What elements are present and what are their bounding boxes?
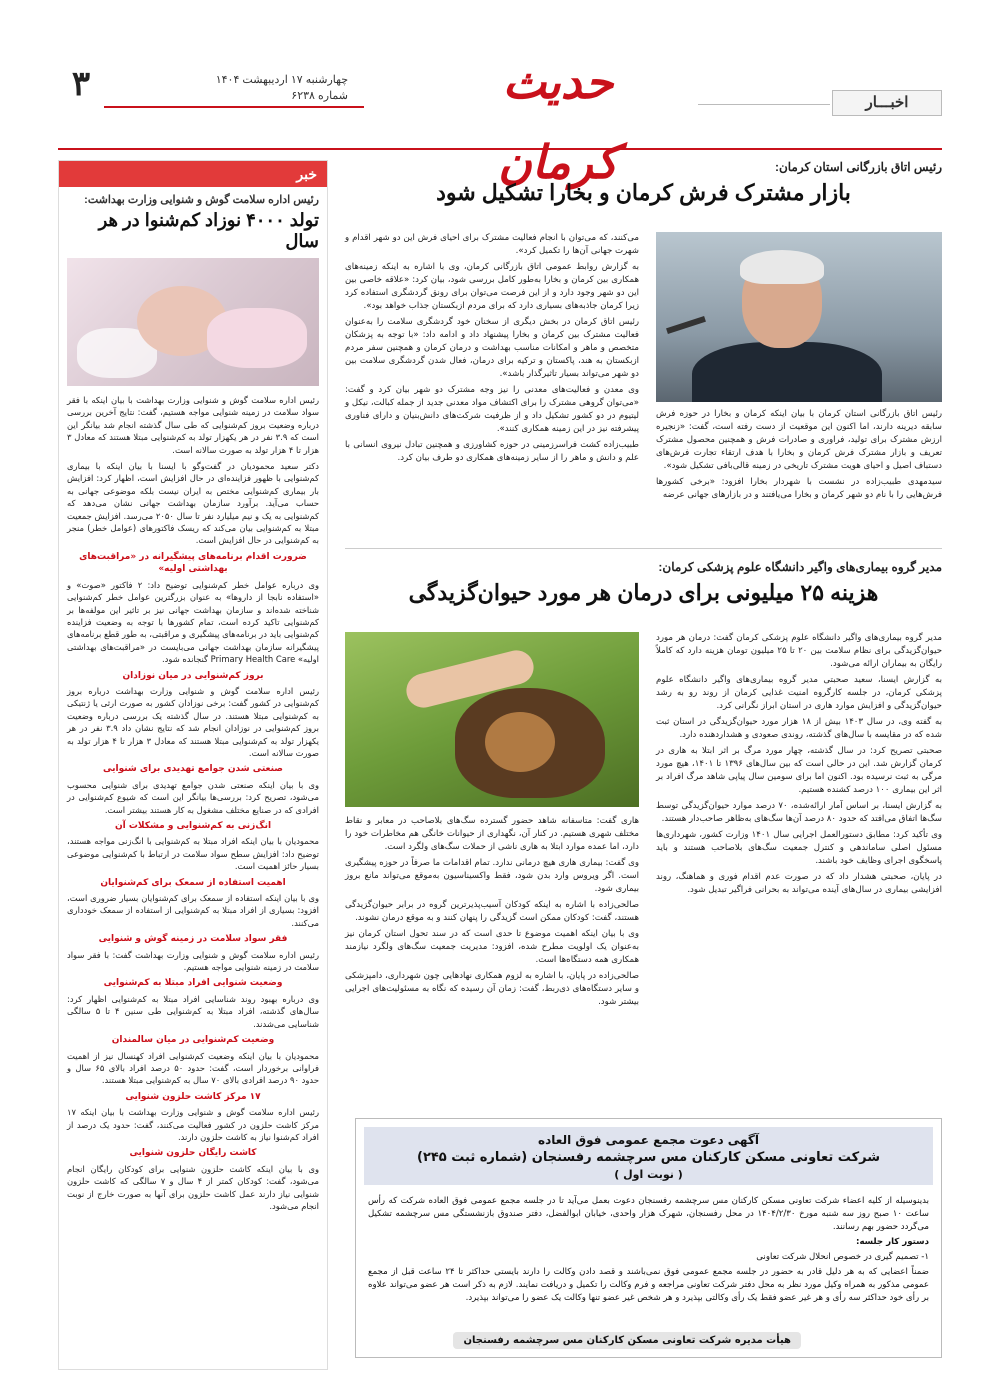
news-paragraph: وی با بیان اینکه کاشت حلزون شنوایی برای کودکان رایگان انجام می‌شود، گفت: کودکان کمتر از ۴ سال و ۷ سالگی که کاشت حلزون شنوایی نیاز دارند عمل کاشت حلزون برای آنها به صورت خارج از نوبت انجام می‌شود. bbox=[67, 1163, 319, 1211]
ad-round: ( نوبت اول ) bbox=[614, 1168, 683, 1181]
photo-hair bbox=[740, 250, 824, 284]
news-paragraph: وی با بیان اینکه صنعتی شدن جوامع تهدیدی برای شنوایی محسوب می‌شود، تصریح کرد: بررسی‌ها بیانگر این است که شیوع کم‌شنوایی در افرادی که در صنایع مختلف مشغول به کار هستند بیشتر است. bbox=[67, 779, 319, 815]
news-column bbox=[58, 160, 328, 1370]
assembly-notice-ad bbox=[355, 1118, 942, 1358]
news-paragraph: دکتر سعید محمودیان در گفت‌وگو با ایسنا با بیان اینکه با بیماری کم‌شنوایی با ظهور فزاینده‌ای در حال افزایش است، اظهار کرد: افزایش بار بیماری کم‌شنوایی مختص به ایران نیست بلکه موضوعی جهانی به حساب می‌آید. برآورد سازمان بهداشت جهانی نشان می‌دهد که کم‌شنوایی به یک و نیم میلیارد نفر تا سال ۲۰۵۰ می‌رسد. افزایش جمعیت مبتلا به کم‌شنوایی بیان می‌کند که ریسک فاکتورهای (عوامل خطر) منجر به کم‌شنوایی در حال افزایش است. bbox=[67, 461, 319, 546]
news-subheading: ۱۷ مرکز کاشت حلزون شنوایی bbox=[125, 1091, 261, 1102]
news-title: تولد ۴۰۰۰ نوزاد کم‌شنوا در هر سال bbox=[98, 210, 319, 251]
article1-headline: بازار مشترک فرش کرمان و بخارا تشکیل شود bbox=[436, 180, 851, 205]
news-paragraph: رئیس اداره سلامت گوش و شنوایی وزارت بهداشت درباره بروز کم‌شنوایی در کشور گفت: برخی نوزادان کشور به صورت ارثی یا ژنتیکی به کم‌شنوایی مبتلا هستند. در سال گذشته یک بررسی درباره وضعیت بروز کم‌شنوایی در نوزادان انجام شد که نتایج نشان داد ۳.۹ نفر در هر یکهزار تولد به کم‌شنوایی مبتلا هستند که معادل ۳ هزار تا ۴ هزار تولد به صورت سالانه است. bbox=[67, 685, 320, 758]
article2-column-right bbox=[656, 632, 942, 900]
article1-kicker: رئیس اتاق بازرگانی استان کرمان: bbox=[774, 160, 942, 174]
news-subheading: وضعیت شنوایی افراد مبتلا به کم‌شنوایی bbox=[103, 978, 283, 989]
news-subheading: بروز کم‌شنوایی در میان نوزادان bbox=[122, 670, 264, 681]
article-carpet-market bbox=[345, 160, 942, 540]
issue-meta bbox=[108, 72, 348, 104]
article2-paragraph: به گفته وی، در سال ۱۴۰۳ بیش از ۱۸ هزار مورد حیوان‌گزیدگی در استان ثبت شده که در مقایسه با سال‌های گذشته، روندی صعودی و هشداردهنده دارد. bbox=[656, 717, 942, 740]
article2-paragraph: هاری گفت: متاسفانه شاهد حضور گسترده سگ‌های بلاصاحب در معابر و نقاط مختلف شهری هستیم. در کنار آن، نگهداری از حیوانات خانگی هم مخاطرات خود را دارد، اما عمده موارد ابتلا به هاری ناشی از حملات سگ‌های ولگرد است. bbox=[345, 816, 639, 852]
news-subheading: فقر سواد سلامت در زمینه گوش و شنوایی bbox=[98, 934, 288, 945]
article2-paragraph: صالحی‌زاده در پایان، با اشاره به لزوم همکاری نهادهایی چون شهرداری، دامپزشکی و سایر دستگاه‌های ذی‌ربط، گفت: زمان آن رسیده که نگاه به مسئولیت‌های اجرایی بیشتر شود. bbox=[345, 971, 639, 1007]
article1-column-left bbox=[345, 232, 639, 468]
news-subheading: انگ‌زنی به کم‌شنوایی و مشکلات آن bbox=[114, 821, 272, 831]
article2-paragraph: مدیر گروه بیماری‌های واگیر دانشگاه علوم پزشکی کرمان گفت: درمان هر مورد حیوان‌گزیدگی برای نظام سلامت بین ۲۰ تا ۲۵ میلیون تومان هزینه دارد که کاملاً رایگان به بیماران ارائه می‌شود. bbox=[656, 633, 943, 669]
news-kicker: رئیس اداره سلامت گوش و شنوایی وزارت بهداشت: bbox=[84, 194, 319, 206]
news-subheading: اهمیت استفاده از سمعک برای کم‌شنوایان bbox=[100, 877, 286, 888]
news-paragraph: رئیس اداره سلامت گوش و شنوایی وزارت بهداشت گفت: با فقر سواد سلامت در زمینه شنوایی مواجه هستیم. bbox=[67, 949, 319, 973]
header-rule-right bbox=[698, 104, 830, 105]
photo-microphone bbox=[666, 316, 706, 334]
article1-paragraph: وی معدن و فعالیت‌های معدنی را نیز وجه مشترک دو شهر بیان کرد و گفت: «می‌توان گروهی مشترک را برای اکتشاف مواد معدنی جدید از جمله کبالت، نیکل و لیتیوم در دو کشور تشکیل داد و از ظرفیت شرکت‌های دانش‌بنیان و دارای فناوری پیشرفته نیز در این زمینه همکاری کنند». bbox=[345, 385, 639, 434]
article1-paragraph: رئیس اتاق کرمان در بخش دیگری از سخنان خود گردشگری سلامت را به‌عنوان فعالیت مشترک بین کرمان و بخارا پیشنهاد داد و ادامه داد: «با توجه به پزشکان متخصص و ماهر و امکانات مناسب بهداشت و درمان کرمان و همچنین سفر مردم ازبکستان به هند، پاکستان و ترکیه برای درمان، فعال شدن گردشگری سلامت بین دو شهر می‌تواند بسیار تاثیرگذار باشد». bbox=[345, 317, 639, 379]
article-animal-bite bbox=[345, 560, 942, 1105]
ad-agenda-item: ۱- تصمیم گیری در خصوص انحلال شرکت تعاونی bbox=[756, 1252, 929, 1262]
article1-paragraph: رئیس اتاق بازرگانی استان کرمان با بیان اینکه کرمان و بخارا در حوزه فرش سابقه دیرینه دارند، اما اکنون این موقعیت از دست رفته است، گفت: «زنجیره ارزش مشترک برای تولید، فراوری و صادرات فرش و همچنین محصول مشترک تعریف و بازار مشترک فرش کرمان و بخارا با هدف ارتقاء تجارت فرش‌های دستباف اصیل و احیای هویت مشترک تاریخی در زمینه قالی‌بافی تشکیل شود». bbox=[656, 409, 942, 471]
article2-paragraph: وی با بیان اینکه اهمیت موضوع تا حدی است که در سند تحول استان کرمان نیز به‌عنوان یک اولویت مطرح شده، افزود: مدیریت جمعیت سگ‌های ولگرد نیازمند همکاری همه دستگاه‌ها است. bbox=[345, 929, 639, 965]
photo-baby-cloth bbox=[207, 308, 307, 368]
news-paragraph: رئیس اداره سلامت گوش و شنوایی وزارت بهداشت با بیان اینکه ۱۷ مرکز کاشت حلزون در کشور فعالیت می‌کنند، گفت: حدود یک درصد از افراد کم‌شنوا نیاز به کاشت حلزون دارند. bbox=[67, 1107, 319, 1142]
article2-paragraph: وی گفت: بیماری هاری هیچ درمانی ندارد. تمام اقدامات ما صرفاً در حوزه پیشگیری است. اگر ویروس وارد بدن شود، فقط واکسیناسیون به‌موقع می‌تواند مانع بروز بیماری شود. bbox=[345, 858, 639, 894]
section-label: اخبـــار bbox=[832, 90, 942, 116]
news-subheading: کاشت رایگان حلزون شنوایی bbox=[129, 1148, 257, 1159]
ad-agenda-title: دستور کار جلسه: bbox=[856, 1237, 929, 1247]
news-paragraph: محمودیان با بیان اینکه وضعیت کم‌شنوایی افراد کهنسال نیز از اهمیت فراوانی برخوردار است، گفت: حدود ۵۰ درصد افراد بالای ۶۵ سال و حدود ۹۰ درصد افرادی بالای ۷۰ سال به کم‌شنوایی مبتلا هستند. bbox=[67, 1050, 320, 1086]
ad-title: آگهی دعوت مجمع عمومی فوق العاده bbox=[538, 1133, 759, 1147]
article2-headline: هزینه ۲۵ میلیونی برای درمان هر مورد حیوان‌گزیدگی bbox=[408, 580, 879, 605]
page-number: ۳ bbox=[71, 64, 91, 104]
news-body bbox=[59, 386, 327, 1212]
news-tab: خبر bbox=[59, 161, 327, 187]
news-subheading: وضعیت کم‌شنوایی در میان سالمندان bbox=[111, 1035, 275, 1046]
ad-paragraph: بدینوسیله از کلیه اعضاء شرکت تعاونی مسکن کارکنان مس سرچشمه رفسنجان دعوت بعمل می‌آید تا در جلسه مجمع عمومی فوق العاده شرکت که رأس ساعت ۱۰ صبح روز سه شنبه مورخ ۱۴۰۴/۲/۳۰ در محل رفسنجان، شهرک هزار واحدی، خیابان ابوالفضل، دفتر صندوق بازنشستگی مس سرچشمه تشکیل می‌گردد حضور بهم رسانند. bbox=[368, 1196, 929, 1232]
issue-line: شماره ۶۲۳۸ bbox=[291, 90, 348, 102]
ad-header bbox=[364, 1127, 933, 1185]
news-subheading: ضرورت اقدام برنامه‌های پیشگیرانه در «مراقبت‌های بهداشتی اولیه» bbox=[79, 551, 307, 575]
photo-suit bbox=[692, 342, 882, 402]
article2-paragraph: وی تأکید کرد: مطابق دستورالعمل اجرایی سال ۱۴۰۱ وزارت کشور، شهرداری‌ها مسئول اصلی ساماندهی و کنترل جمعیت سگ‌های بلاصاحب هستند و باید پاسخگوی اجرای وظایف خود باشند. bbox=[656, 830, 943, 866]
article2-paragraph: صحبتی تصریح کرد: در سال گذشته، چهار مورد مرگ بر اثر ابتلا به هاری در کرمان گزارش شد. این در حالی است که بین سال‌های ۱۳۹۶ تا ۱۴۰۱، هیچ مورد مرگی به ثبت نرسیده بود. اکنون اما برای سومین سال پیاپی شاهد مرگ افراد بر اثر این بیماری ۱۰۰ درصد کشنده هستیم. bbox=[656, 746, 942, 795]
article-divider bbox=[345, 548, 942, 549]
date-line: چهارشنبه ۱۷ اردیبهشت ۱۴۰۴ bbox=[215, 74, 348, 86]
article2-paragraph: به گزارش ایسنا، سعید صحبتی مدیر گروه بیماری‌های واگیر دانشگاه علوم پزشکی کرمان، در جلسه کارگروه امنیت غذایی کرمان از روند رو به رشد حیوان‌گزیدگی و افزایش موارد هاری در استان ابراز نگرانی کرد. bbox=[656, 675, 942, 711]
article2-kicker: مدیر گروه بیماری‌های واگیر دانشگاه علوم پزشکی کرمان: bbox=[658, 560, 942, 574]
dog-photo bbox=[345, 632, 639, 807]
ad-body bbox=[356, 1193, 941, 1309]
news-paragraph: رئیس اداره سلامت گوش و شنوایی وزارت بهداشت با بیان اینکه با فقر سواد سلامت در زمینه شنوایی مواجه هستیم، گفت: نتایج آخرین بررسی درباره وضعیت بروز کم‌شنوایی که طی سال گذشته انجام شد بیانگر این است که ۳.۹ نفر در هر یکهزار تولد به کم‌شنوایی مبتلا هستند که معادل ۳ هزار تا ۴ هزار تولد به صورت سالانه است. bbox=[67, 395, 319, 455]
article1-paragraph: سیدمهدی طبیب‌زاده در نشست با شهردار بخارا افزود: «برخی کشورها فرش‌هایی را با نام دو شهر کرمان و بخارا می‌یافتند و در بازارهای جهانی عرضه bbox=[656, 477, 942, 500]
article1-paragraph: به گزارش روابط عمومی اتاق بازرگانی کرمان، وی با اشاره به اینکه زمینه‌های همکاری بین کرمان و بخارا به‌طور کامل بررسی شود، بیان کرد: «علاقه خاصی بین این دو شهر وجود دارد و از این فرصت می‌توان برای رونق گردشگری استفاده کرد زیرا کرمان جاذبه‌های بسیاری دارد که برای مردم ازبکستان جذاب خواهد بود». bbox=[345, 262, 639, 311]
news-paragraph: وی با بیان اینکه استفاده از سمعک برای کم‌شنوایان بسیار ضروری است، افزود: بسیاری از افراد مبتلا به کم‌شنوایی از استفاده از سمعک خودداری می‌کنند. bbox=[67, 893, 319, 928]
ad-paragraph: ضمناً اعضایی که به هر دلیل قادر به حضور در جلسه مجمع عمومی فوق نمی‌باشند و قصد دادن وکالت را دارند بایستی حداکثر تا ۲۴ ساعت قبل از مجمع عمومی مذکور به همراه وکیل مورد نظر به محل دفتر شرکت تعاونی مراجعه و فرم وکالت را تکمیل و دریافت نمایند. لازم به ذکر است هر عضو می‌تواند علاوه بر رأی خود حداکثر سه رأی و هر غیر عضو فقط یک رأی وکالتی بپذیرد و هر شخص غیر عضو تنها وکالت یک عضو را می‌تواند بپذیرد. bbox=[368, 1267, 929, 1303]
news-paragraph: وی درباره بهبود روند شناسایی افراد مبتلا به کم‌شنوایی اظهار کرد: سال‌های گذشته، افراد مبتلا به کم‌شنوایی طی سنین ۴ تا ۵ سالگی شناسایی می‌شدند. bbox=[67, 993, 319, 1029]
article2-paragraph: در پایان، صحبتی هشدار داد که در صورت عدم اقدام فوری و هماهنگ، روند افزایشی بیماری در سال‌های آینده می‌تواند به بحرانی فراگیر تبدیل شود. bbox=[656, 872, 942, 895]
ad-company: شرکت تعاونی مسکن کارکنان مس سرچشمه رفسنجان (شماره ثبت ۲۴۵) bbox=[416, 1150, 880, 1165]
news-paragraph: محمودیان با بیان اینکه افراد مبتلا به کم‌شنوایی با انگ‌زنی مواجه هستند، توضیح داد: افزایش سطح سواد سلامت در ارتباط با کم‌شنوایی موضوعی بسیار حائز اهمیت است. bbox=[67, 836, 319, 872]
news-subheading: صنعتی شدن جوامع تهدیدی برای شنوایی bbox=[103, 764, 283, 775]
ad-signature: هیأت مدیره شرکت تعاونی مسکن کارکنان مس سرچشمه رفسنجان bbox=[453, 1332, 801, 1349]
article1-column-right bbox=[656, 408, 942, 505]
chamber-head-photo bbox=[656, 232, 942, 402]
newborn-photo bbox=[67, 258, 319, 386]
header-rule-left bbox=[104, 106, 364, 108]
article2-paragraph: به گزارش ایسنا، بر اساس آمار ارائه‌شده، ۷۰ درصد موارد حیوان‌گزیدگی توسط سگ‌ها اتفاق می‌افتد که حدود ۸۰ درصد آن‌ها سگ‌های به‌ظاهر صاحب‌دار هستند. bbox=[656, 801, 942, 824]
news-paragraph: وی درباره عوامل خطر کم‌شنوایی توضیح داد: ۲ فاکتور «صوت» و «استفاده نابجا از داروها» به عنوان بزرگترین عوامل خطر کم‌شنوایی شناخته شده‌اند و سازمان بهداشت جهانی نیز بر تاثیر این مولفه‌ها بر کم‌شنوایی تاکید کرده است، تمام کشورها با توجه به وضعیت فزاینده کم‌شنوایی باید در برنامه‌های پیشگیری و مراقبتی، به طور قطع برنامه‌های پیشگیرانه سازمان بهداشت جهانی می‌بایست در «مراقبت‌های بهداشتی اولیه» Primary Health Care گنجانده شود. bbox=[67, 579, 320, 665]
article1-paragraph: می‌کنند، که می‌توان با انجام فعالیت مشترک برای احیای فرش این دو شهر اقدام و شهرت جهانی آن‌ها را تکمیل کرد». bbox=[345, 233, 639, 256]
article2-paragraph: صالحی‌زاده با اشاره به اینکه کودکان آسیب‌پذیرترین گروه در برابر حیوان‌گزیدگی هستند، گفت: کودکان ممکن است گزیدگی را پنهان کنند و به موقع درمان نشوند. bbox=[345, 900, 639, 923]
newspaper-logo: حدیث کرمان bbox=[498, 55, 618, 189]
photo-dog-face bbox=[485, 712, 555, 772]
article1-paragraph: طبیب‌زاده کشت فراسرزمینی در حوزه کشاورزی و همچنین تبادل نیروی انسانی با علم و دانش و ماهر را از سایر زمینه‌های همکاری دو طرف بیان کرد. bbox=[345, 440, 639, 463]
article2-column-left bbox=[345, 815, 639, 1012]
